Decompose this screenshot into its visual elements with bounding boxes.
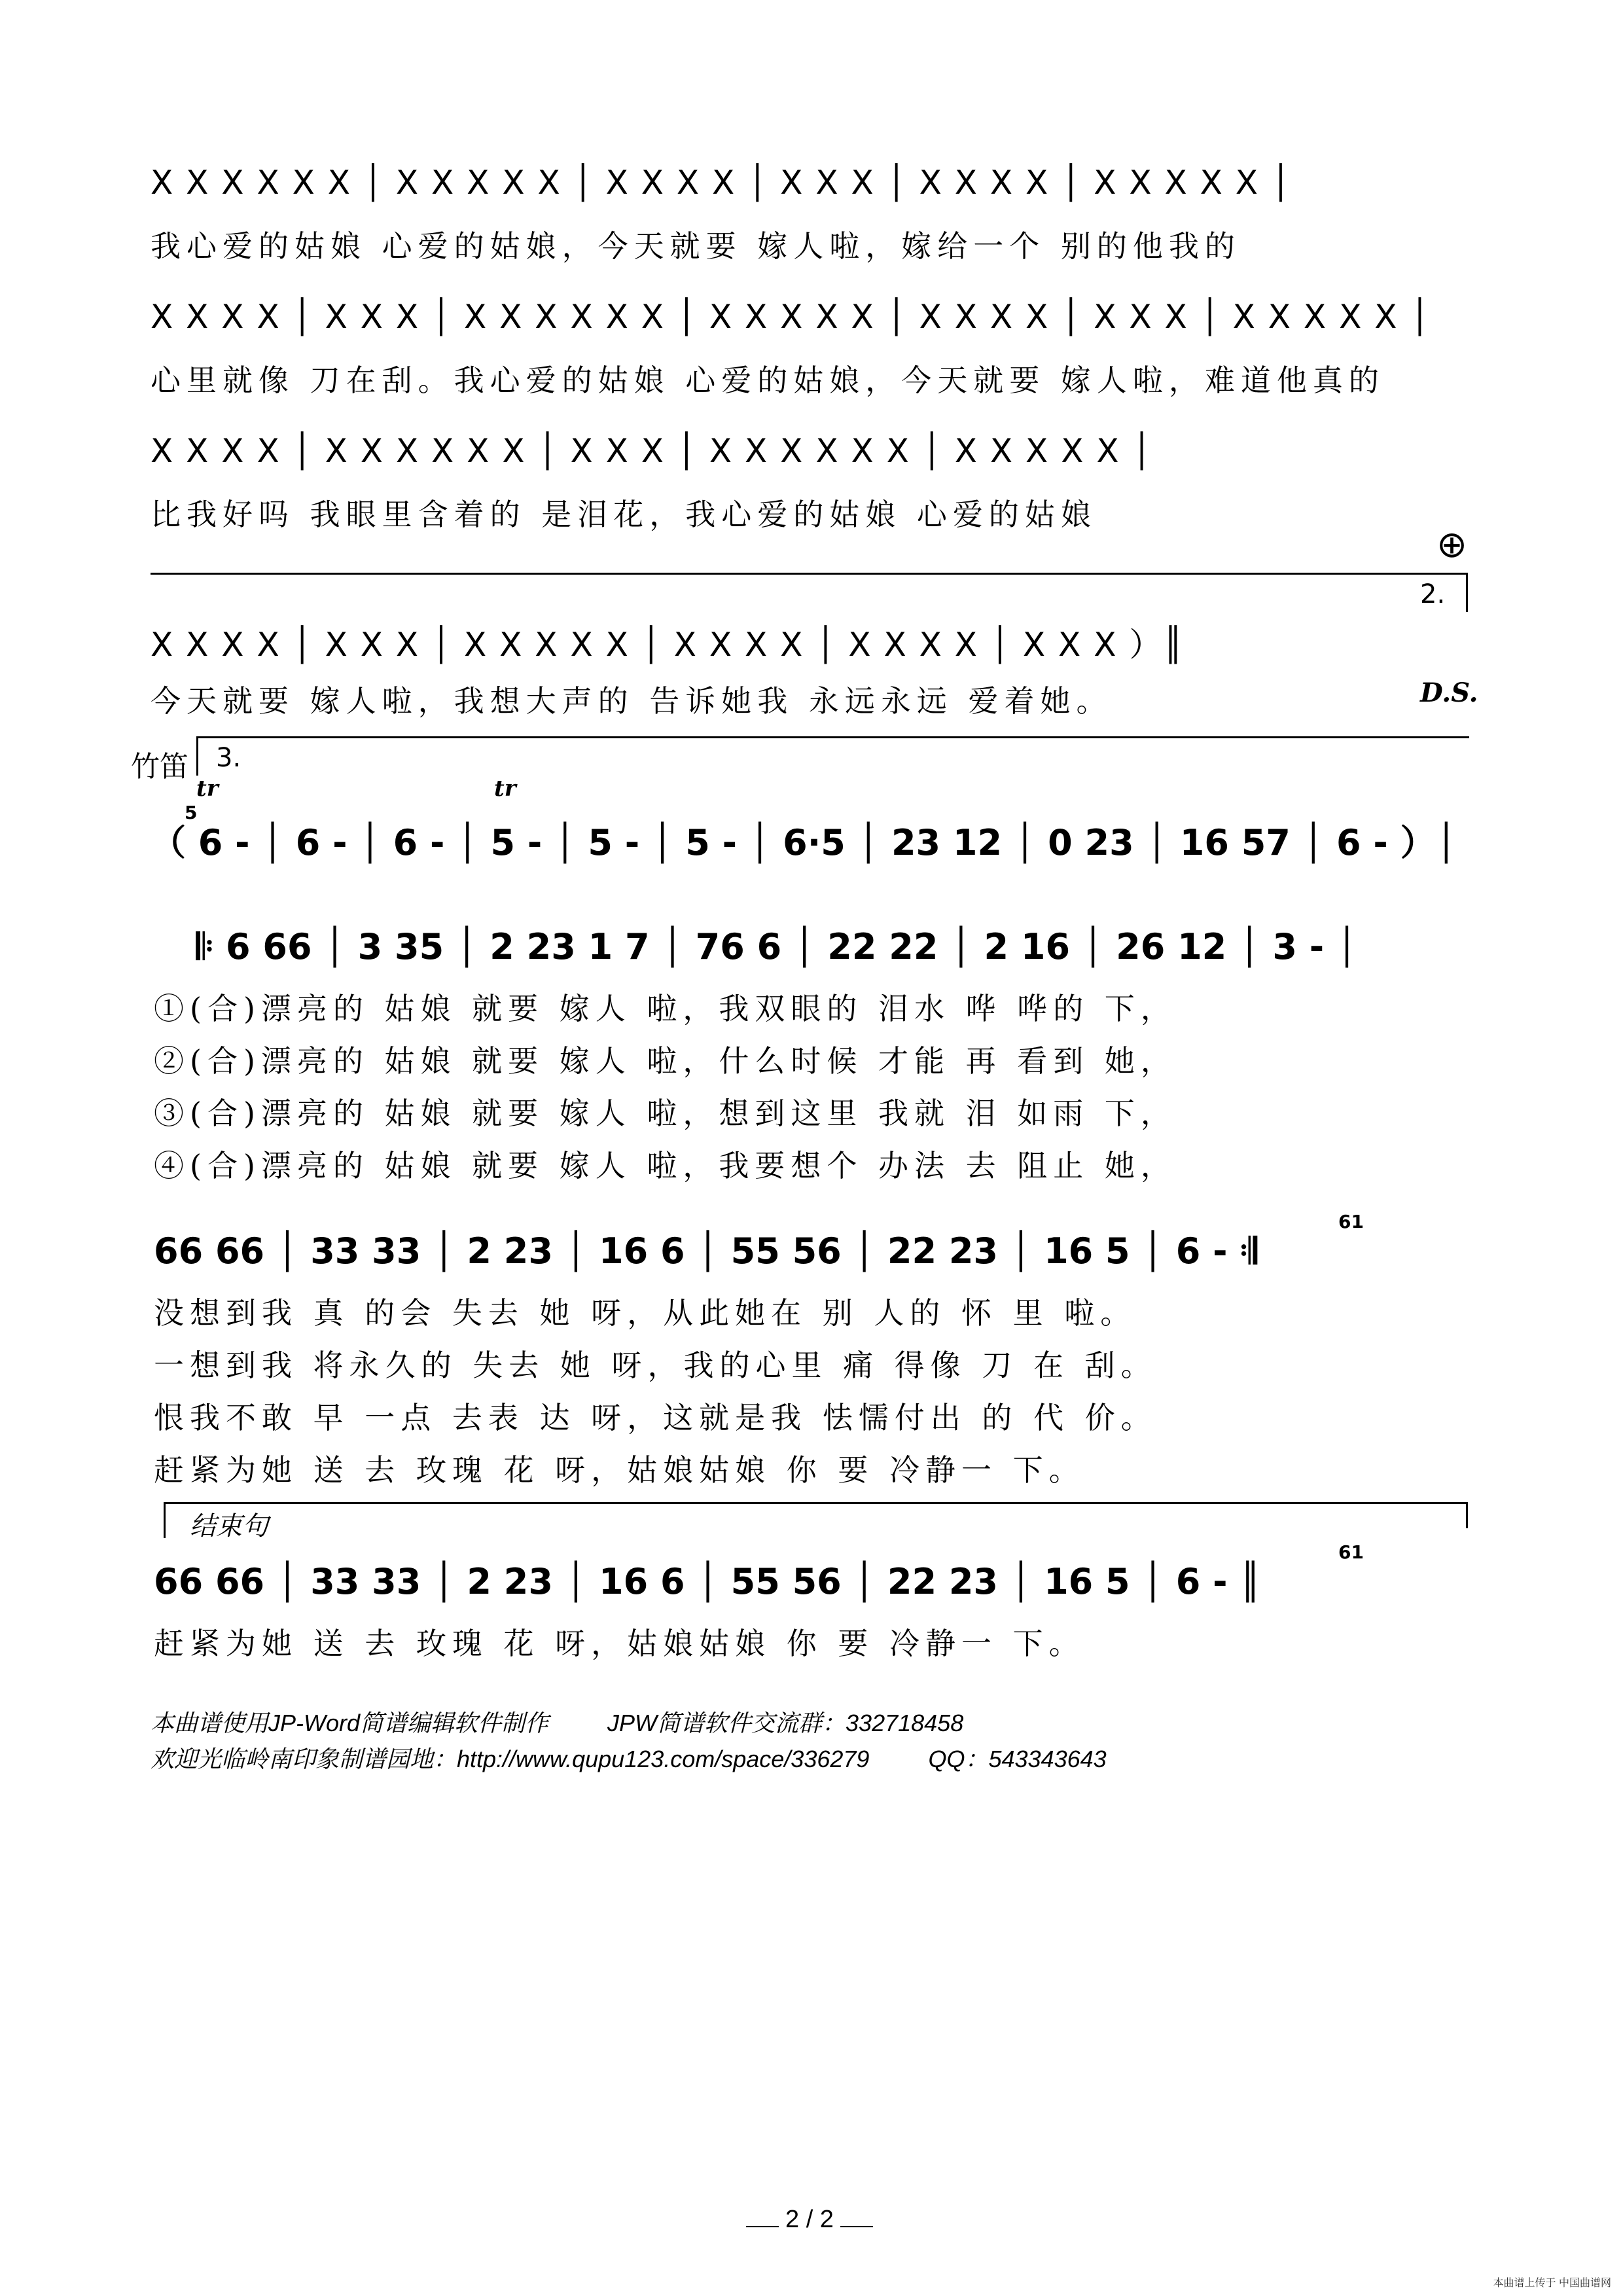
rhythm-line-2: X X X X │ X X X │ X X X X X X │ X X X X X │ X X X X │ X X X │ X X X X X │ [151, 298, 1431, 336]
ending-bracket-line [164, 1502, 1466, 1504]
instrument-label: 竹笛 [131, 750, 188, 783]
ending-bracket-end [1466, 1502, 1468, 1528]
chorus-lyric-2: 一想到我 将永久的 失去 她 呀，我的心里 痛 得像 刀 在 刮。 [154, 1348, 1157, 1383]
grace-note-end-1: 61 [1338, 1211, 1364, 1232]
rhythm-line-1: X X X X X X │ X X X X X │ X X X X │ X X X │ X X X X │ X X X X X │ [151, 164, 1293, 202]
trill-mark-1: tr [196, 776, 219, 802]
footer-line-1 [151, 1705, 963, 1738]
footer-website: 欢迎光临岭南印象制谱园地：http://www.qupu123.com/space/336279 [151, 1746, 870, 1772]
chorus-lyric-4: 赶紧为她 送 去 玫瑰 花 呀，姑娘姑娘 你 要 冷静一 下。 [154, 1452, 1085, 1488]
volta-2-end [1466, 573, 1468, 612]
volta-3-label: 3. [216, 743, 241, 773]
lyric-line-1: 我心爱的姑娘 心爱的姑娘，今天就要 嫁人啦，嫁给一个 别的他我的 [151, 228, 1241, 264]
footer-software: 本曲谱使用JP-Word简谱编辑软件制作 [151, 1710, 549, 1736]
chorus-lyric-3: 恨我不敢 早 一点 去表 达 呀，这就是我 怯懦付出 的 代 价。 [154, 1400, 1157, 1435]
verse-lyric-3: ③(合)漂亮的 姑娘 就要 嫁人 啦，想到这里 我就 泪 如雨 下， [154, 1096, 1177, 1131]
volta-2-label: 2. [1420, 579, 1446, 609]
trill-mark-2: tr [494, 776, 516, 802]
corner-mark: 本曲谱上传于 中国曲谱网 [1493, 2278, 1611, 2289]
lyric-line-4: 今天就要 嫁人啦，我想大声的 告诉她我 永远永远 爱着她。 [151, 683, 1113, 719]
grace-note-intro: 5 [185, 802, 198, 823]
lyric-line-3: 比我好吗 我眼里含着的 是泪花，我心爱的姑娘 心爱的姑娘 [151, 497, 1097, 532]
flute-line: （ 6 - │ 6 - │ 6 - │ 5 - │ 5 - │ 5 - │ 6·5 │ 23 12 │ 0 23 │ 16 57 │ 6 - ）│ [151, 822, 1457, 863]
rhythm-line-3: X X X X │ X X X X X X │ X X X │ X X X X X X │ X X X X X │ [151, 432, 1153, 470]
volta-3-line [196, 736, 1469, 738]
grace-note-end-2: 61 [1338, 1541, 1364, 1563]
ending-bracket-start [164, 1502, 166, 1538]
verse-lyric-1: ①(合)漂亮的 姑娘 就要 嫁人 啦，我双眼的 泪水 哗 哗的 下， [154, 991, 1177, 1026]
ending-label: 结束句 [190, 1511, 268, 1541]
footer-qq: QQ：543343643 [928, 1746, 1107, 1772]
ending-lyric: 赶紧为她 送 去 玫瑰 花 呀，姑娘姑娘 你 要 冷静一 下。 [154, 1626, 1085, 1661]
verse-lyric-2: ②(合)漂亮的 姑娘 就要 嫁人 啦，什么时候 才能 再 看到 她， [154, 1043, 1177, 1079]
coda-sign: ⊕ [1436, 524, 1467, 566]
ds-mark: D.S. [1420, 677, 1478, 708]
volta-2-line [151, 573, 1466, 575]
footer-group: JPW简谱软件交流群：332718458 [607, 1710, 964, 1736]
rhythm-line-4: X X X X │ X X X │ X X X X X │ X X X X │ X X X X │ X X X ）║ [151, 626, 1185, 664]
volta-3-start [196, 736, 198, 776]
verse-lyric-4: ④(合)漂亮的 姑娘 就要 嫁人 啦，我要想个 办法 去 阻止 她， [154, 1148, 1177, 1183]
verse-notes: 𝄆 6 66 │ 3 35 │ 2 23 1 7 │ 76 6 │ 22 22 │ 2 16 │ 26 12 │ 3 - │ [196, 926, 1358, 967]
page-number: 2 / 2 [746, 2206, 873, 2234]
chorus-lyric-1: 没想到我 真 的会 失去 她 呀，从此她在 别 人的 怀 里 啦。 [154, 1295, 1137, 1331]
ending-notes: 66 66 │ 33 33 │ 2 23 │ 16 6 │ 55 56 │ 22 23 │ 16 5 │ 6 - ║ [154, 1561, 1261, 1602]
chorus-notes: 66 66 │ 33 33 │ 2 23 │ 16 6 │ 55 56 │ 22 23 │ 16 5 │ 6 - 𝄇 [154, 1230, 1257, 1272]
lyric-line-2: 心里就像 刀在刮。我心爱的姑娘 心爱的姑娘，今天就要 嫁人啦，难道他真的 [151, 363, 1385, 398]
footer-line-2 [151, 1741, 1107, 1774]
